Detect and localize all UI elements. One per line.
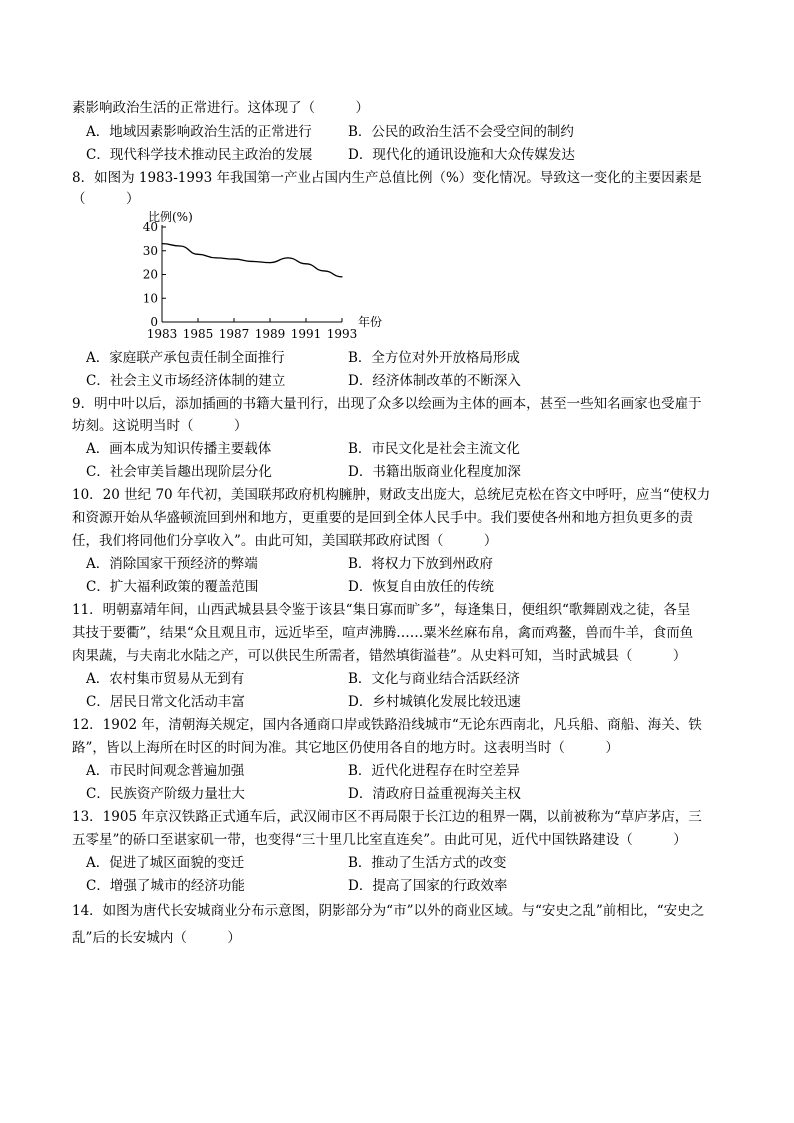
data-point (197, 254, 198, 255)
q13-stem-line1: 13．1905 年京汉铁路正式通车后，武汉闹市区不再局限于长江边的租界一隅，以前被称为“草庐茅店，三 (72, 809, 702, 825)
q13-stem-line2: 五零星”的硚口至谌家矶一带，也变得“三十里几比室直连矣”。由此可见，近代中国铁路建设（ ） (72, 832, 687, 848)
q8-option-d[interactable]: D．经济体制改革的不断深入 (348, 373, 521, 389)
data-point (179, 245, 180, 246)
y-tick-label: 30 (142, 243, 158, 258)
y-tick-label: 20 (142, 267, 158, 282)
q11-stem-line1: 11．明朝嘉靖年间，山西武城县县令鉴于该县“集日寡而旷多”，每逢集日，便组织“歌舞剧戏之徒，各呈 (72, 602, 691, 618)
q7-stem: 素影响政治生活的正常进行。这体现了（ ） (72, 100, 369, 116)
q11-option-c[interactable]: C．居民日常文化活动丰富 (86, 694, 245, 710)
q14-stem-line2: 乱”后的长安城内（ ） (72, 930, 241, 946)
data-point (233, 258, 234, 259)
series-line (162, 244, 342, 277)
x-tick-label: 1993 (326, 327, 358, 341)
q9-option-a[interactable]: A．画本成为知识传播主要载体 (86, 441, 272, 457)
x-tick-label: 1983 (146, 327, 178, 341)
y-axis-label: 比例(%) (148, 210, 193, 224)
data-point (251, 261, 252, 262)
data-point (161, 243, 162, 244)
q12-option-c[interactable]: C．民族资产阶级力量壮大 (86, 786, 245, 802)
q8-line-chart (72, 205, 392, 345)
q13-option-b[interactable]: B．推动了生活方式的改变 (348, 855, 507, 871)
q9-option-d[interactable]: D．书籍出版商业化程度加深 (348, 464, 521, 480)
q7-option-b[interactable]: B．公民的政治生活不会受空间的制约 (348, 124, 574, 140)
x-tick-label: 1985 (182, 327, 214, 341)
q8-option-a[interactable]: A．家庭联产承包责任制全面推行 (86, 350, 285, 366)
q10-option-d[interactable]: D．恢复自由放任的传统 (348, 579, 494, 595)
x-axis (147, 318, 358, 341)
x-tick-label: 1987 (218, 327, 250, 341)
data-point (323, 270, 324, 271)
q7-option-d[interactable]: D．现代化的通讯设施和大众传媒发达 (348, 147, 575, 163)
q10-option-c[interactable]: C．扩大福利政策的覆盖范围 (86, 579, 259, 595)
q12-stem-line2: 路”，皆以上海所在时区的时间为准。其它地区仍使用各自的地方时。这表明当时（ ） (72, 740, 619, 756)
q11-option-b[interactable]: B．文化与商业结合活跃经济 (348, 671, 520, 687)
q7-option-c[interactable]: C．现代科学技术推动民主政治的发展 (86, 147, 313, 163)
q10-stem-line2: 和资源开始从华盛顿流回到州和地方，更重要的是回到全体人民手中。我们要使各州和地方担负更多的责 (72, 510, 693, 526)
x-axis-label: 年份 (358, 315, 383, 329)
q11-option-a[interactable]: A．农村集市贸易从无到有 (86, 671, 245, 687)
q10-option-a[interactable]: A．消除国家干预经济的弊端 (86, 556, 258, 572)
plot-area (161, 243, 342, 277)
q13-option-d[interactable]: D．提高了国家的行政效率 (348, 878, 508, 894)
y-axis (143, 220, 166, 329)
q8-stem-line2: （ ） (72, 191, 140, 207)
q8-option-b[interactable]: B．全方位对外开放格局形成 (348, 350, 520, 366)
y-tick-label: 0 (150, 315, 158, 329)
q7-option-a[interactable]: A．地域因素影响政治生活的正常进行 (86, 124, 312, 140)
q9-option-c[interactable]: C．社会审美旨趣出现阶层分化 (86, 464, 272, 480)
q11-stem-line3: 肉果蔬，与夫南北水陆之产，可以供民生所需者，错然填街溢巷”。从史料可知，当时武城县（ ） (72, 648, 687, 664)
q11-stem-line2: 其技于要衢”，结果“众且观且市，远近毕至，喧声沸腾……粟米丝麻布帛，禽而鸡鳌，兽而牛羊，食而鱼 (72, 625, 694, 641)
q9-stem-line1: 9．明中叶以后，添加插画的书籍大量刊行，出现了众多以绘画为主体的画本，甚至一些知名画家也受雇于 (72, 396, 702, 412)
q9-option-b[interactable]: B．市民文化是社会主流文化 (348, 441, 520, 457)
data-point (341, 276, 342, 277)
q10-stem-line1: 10．20 世纪 70 年代初，美国联邦政府机构臃肿，财政支出庞大，总统尼克松在咨文中呼吁，应当“使权力 (72, 487, 711, 503)
q12-option-a[interactable]: A．市民时间观念普遍加强 (86, 763, 245, 779)
q12-stem-line1: 12．1902 年，清朝海关规定，国内各通商口岸或铁路沿线城市“无论东西南北，凡兵船、商船、海关、铁 (72, 717, 702, 733)
q12-option-d[interactable]: D．清政府日益重视海关主权 (348, 786, 521, 802)
q13-option-c[interactable]: C．增强了城市的经济功能 (86, 878, 245, 894)
q14-stem-line1: 14．如图为唐代长安城商业分布示意图，阴影部分为“市”以外的商业区域。与“安史之乱”前相比，“安史之 (72, 903, 705, 919)
q11-option-d[interactable]: D．乡村城镇化发展比较迅速 (348, 694, 521, 710)
data-point (269, 262, 270, 263)
x-tick-label: 1989 (254, 327, 286, 341)
q9-stem-line2: 坊刻。这说明当时（ ） (72, 418, 248, 434)
data-point (287, 257, 288, 258)
q10-option-b[interactable]: B．将权力下放到州政府 (348, 556, 493, 572)
data-point (305, 263, 306, 264)
q13-option-a[interactable]: A．促进了城区面貌的变迁 (86, 855, 245, 871)
q8-option-c[interactable]: C．社会主义市场经济体制的建立 (86, 373, 286, 389)
y-tick-label: 40 (142, 220, 158, 234)
q8-stem-line1: 8．如图为 1983-1993 年我国第一产业占国内生产总值比例（%）变化情况。导致这一变化的主要因素是 (72, 170, 702, 186)
data-point (215, 257, 216, 258)
q12-option-b[interactable]: B．近代化进程存在时空差异 (348, 763, 520, 779)
q10-stem-line3: 任，我们将同他们分享收入”。由此可知，美国联邦政府试图（ ） (72, 533, 498, 549)
y-tick-label: 10 (142, 291, 158, 306)
x-tick-label: 1991 (290, 327, 322, 341)
